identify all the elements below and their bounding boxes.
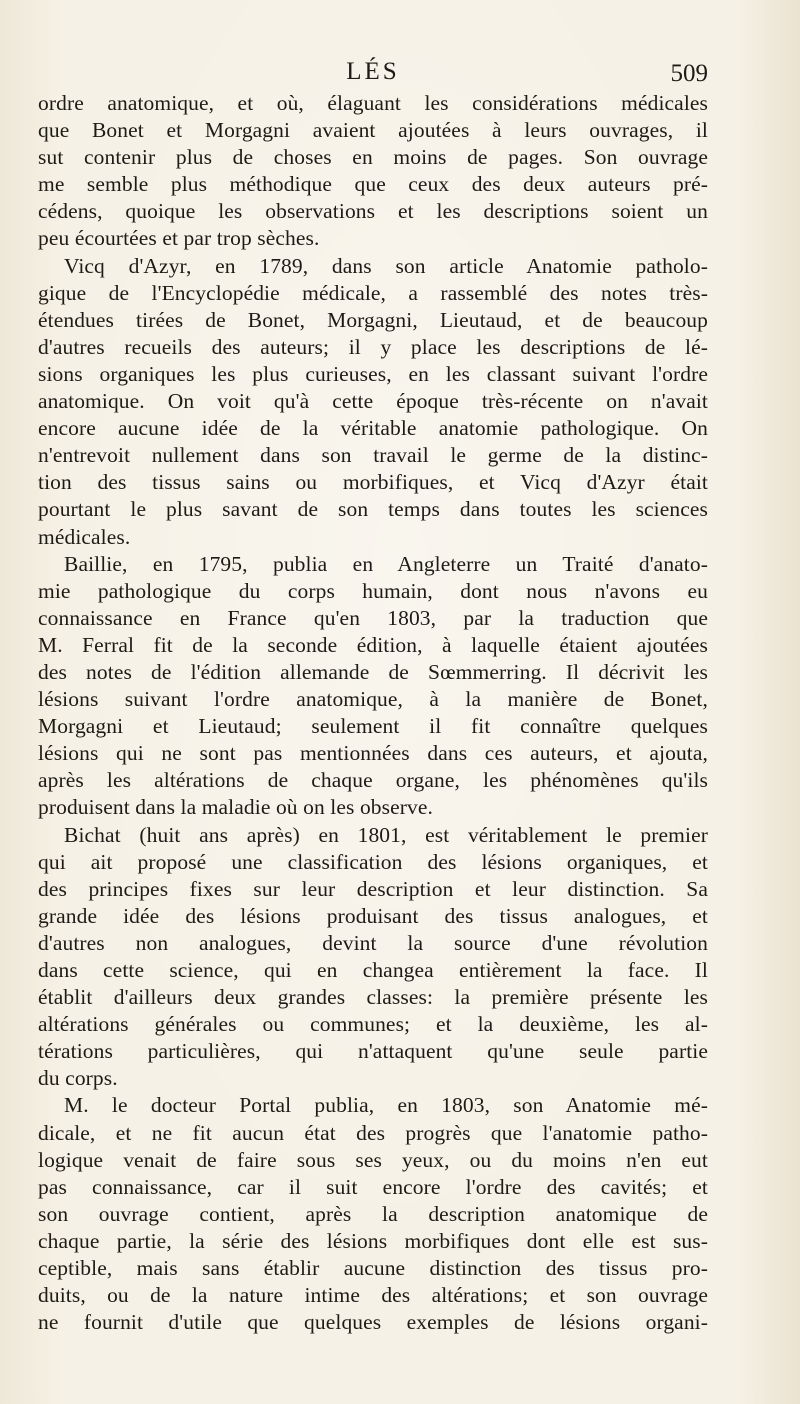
text-line: médicales.: [38, 524, 131, 549]
text-line: duits, ou de la nature intime des altérations; et son ouvrage: [38, 1283, 708, 1308]
text-line: Bichat (huit ans après) en 1801, est véritablement le premier: [64, 822, 708, 847]
text-line: anatomique. On voit qu'à cette époque très-récente on n'avait: [38, 389, 708, 414]
text-line: du corps.: [38, 1066, 118, 1091]
text-line: produisent dans la maladie où on les observe.: [38, 795, 433, 820]
running-head: LÉS: [346, 58, 400, 85]
text-line: lésions qui ne sont pas mentionnées dans ces auteurs, et ajouta,: [38, 741, 708, 766]
text-line: sut contenir plus de choses en moins de pages. Son ouvrage: [38, 145, 708, 170]
text-line: grande idée des lésions produisant des tissus analogues, et: [38, 903, 708, 928]
text-line: d'autres recueils des auteurs; il y place les descriptions de lé-: [38, 334, 708, 359]
text-line: son ouvrage contient, après la description anatomique de: [38, 1201, 708, 1226]
text-line: cédens, quoique les observations et les descriptions soient un: [38, 199, 708, 224]
text-line: encore aucune idée de la véritable anatomie pathologique. On: [38, 416, 708, 441]
text-line: des principes fixes sur leur description et leur distinction. Sa: [38, 876, 708, 901]
text-line: ordre anatomique, et où, élaguant les considérations médicales: [38, 91, 708, 115]
text-line: peu écourtées et par trop sèches.: [38, 226, 320, 251]
text-line: n'entrevoit nullement dans son travail le germe de la distinc-: [38, 443, 708, 468]
text-line: connaissance en France qu'en 1803, par la traduction que: [38, 605, 708, 630]
text-line: chaque partie, la série des lésions morbifiques dont elle est sus-: [38, 1228, 708, 1253]
page-header: [38, 58, 708, 90]
body-text: [38, 90, 708, 1336]
text-line: logique venait de faire sous ses yeux, ou du moins n'en eut: [38, 1147, 708, 1172]
text-line: M. le docteur Portal publia, en 1803, son Anatomie mé-: [64, 1093, 708, 1118]
text-line: dicale, et ne fit aucun état des progrès que l'anatomie patho-: [38, 1120, 708, 1145]
text-line: que Bonet et Morgagni avaient ajoutées à leurs ouvrages, il: [38, 118, 708, 143]
text-line: me semble plus méthodique que ceux des deux auteurs pré-: [38, 172, 708, 197]
text-line: gique de l'Encyclopédie médicale, a rassemblé des notes très-: [38, 280, 708, 305]
text-line: M. Ferral fit de la seconde édition, à laquelle étaient ajoutées: [38, 632, 708, 657]
text-line: après les altérations de chaque organe, les phénomènes qu'ils: [38, 768, 708, 793]
page-number: 509: [670, 60, 708, 87]
text-line: ne fournit d'utile que quelques exemples de lésions organi-: [38, 1310, 708, 1335]
text-line: altérations générales ou communes; et la deuxième, les al-: [38, 1012, 708, 1037]
text-line: qui ait proposé une classification des lésions organiques, et: [38, 849, 708, 874]
text-line: lésions suivant l'ordre anatomique, à la manière de Bonet,: [38, 687, 708, 712]
text-line: établit d'ailleurs deux grandes classes: la première présente les: [38, 985, 708, 1010]
text-line: dans cette science, qui en changea entièrement la face. Il: [38, 958, 708, 982]
text-line: Baillie, en 1795, publia en Angleterre un Traité d'anato-: [64, 551, 708, 576]
text-line: sions organiques les plus curieuses, en les classant suivant l'ordre: [38, 361, 708, 386]
text-line: ceptible, mais sans établir aucune distinction des tissus pro-: [38, 1256, 708, 1281]
text-line: des notes de l'édition allemande de Sœmmerring. Il décrivit les: [38, 659, 708, 684]
text-line: mie pathologique du corps humain, dont nous n'avons eu: [38, 578, 708, 603]
text-line: térations particulières, qui n'attaquent qu'une seule partie: [38, 1039, 708, 1064]
text-line: pas connaissance, car il suit encore l'ordre des cavités; et: [38, 1174, 708, 1199]
text-line: pourtant le plus savant de son temps dans toutes les sciences: [38, 497, 708, 522]
text-line: d'autres non analogues, devint la source d'une révolution: [38, 930, 708, 955]
text-line: étendues tirées de Bonet, Morgagni, Lieutaud, et de beaucoup: [38, 307, 708, 332]
text-line: Morgagni et Lieutaud; seulement il fit connaître quelques: [38, 714, 708, 739]
text-line: tion des tissus sains ou morbifiques, et Vicq d'Azyr était: [38, 470, 708, 495]
text-line: Vicq d'Azyr, en 1789, dans son article Anatomie patholo-: [64, 253, 708, 278]
